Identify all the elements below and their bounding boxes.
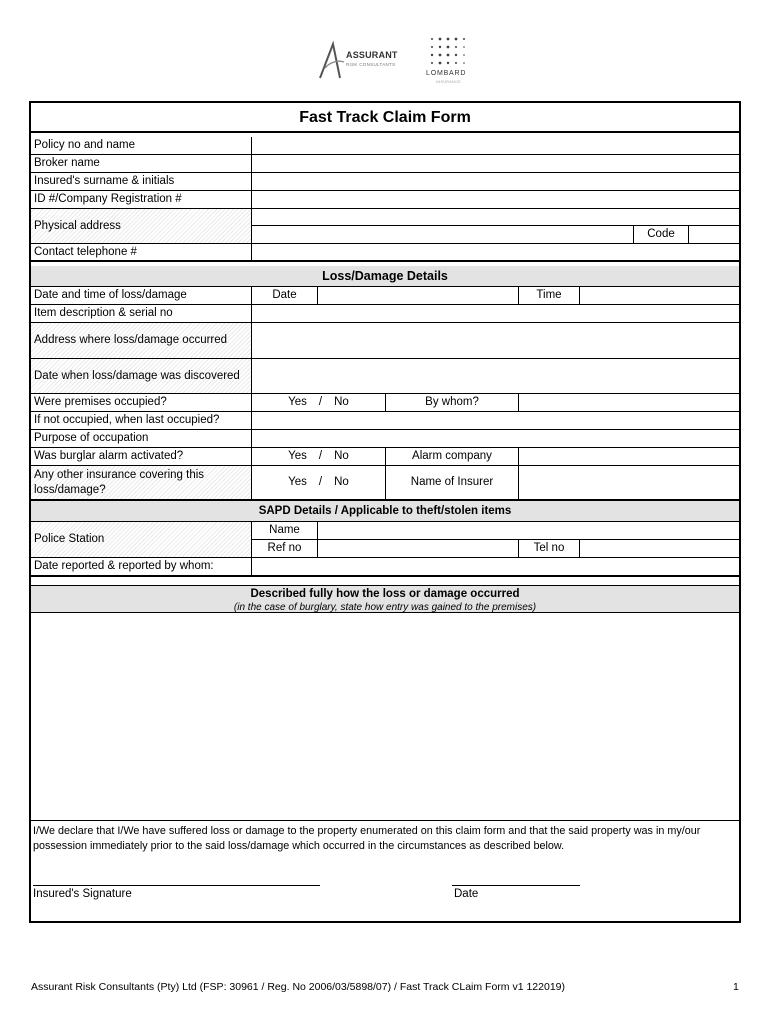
footer-text: Assurant Risk Consultants (Pty) Ltd (FSP: 30961 / Reg. No 2006/03/5898/07) / Fast Track CLaim Form v1 122019) [31,981,565,993]
discovered-label: Date when loss/damage was discovered [31,359,252,394]
id-label: ID #/Company Registration # [31,191,252,209]
assurant-tagline: RISK CONSULTANTS [346,62,396,67]
page-number: 1 [733,981,739,993]
telephone-label: Contact telephone # [31,244,252,262]
alarm-row [31,448,739,466]
reported-label: Date reported & reported by whom: [31,558,252,577]
broker-field[interactable] [252,155,739,173]
by-whom-label: By whom? [386,394,519,412]
occupied-no-option[interactable]: No [334,396,349,408]
reported-row [31,558,739,577]
alarm-label: Was burglar alarm activated? [31,448,252,466]
other-insurance-row [31,466,739,501]
lombard-dots-icon [424,36,472,68]
other-insurance-yes-option[interactable]: Yes [288,476,307,488]
loss-date-field[interactable] [318,287,519,305]
police-name-field[interactable] [318,522,739,540]
declaration-text: I/We declare that I/We have suffered loss or damage to the property enumerated on this claim form and that the said property was in my/our possession immediately prior to the said loss/damage which occurred in the circumstances as described below. [33,825,701,852]
telephone-row [31,244,739,262]
lombard-logo [424,36,472,88]
alarm-no-option[interactable]: No [334,450,349,462]
discovered-row [31,359,739,394]
other-insurance-yes-no[interactable] [252,466,386,501]
broker-row [31,155,739,173]
occupied-separator: / [318,396,323,408]
item-label: Item description & serial no [31,305,252,323]
insurer-label: Name of Insurer [386,466,519,501]
signature-label: Insured's Signature [33,888,132,900]
police-name-label: Name [252,522,318,540]
logo-area [0,36,770,88]
loss-address-field[interactable] [252,323,739,359]
other-insurance-no-option[interactable]: No [334,476,349,488]
alarm-yes-no[interactable] [252,448,386,466]
id-field[interactable] [252,191,739,209]
lombard-wordmark: LOMBARD [426,70,467,77]
address-field-line1[interactable] [252,209,739,226]
tel-field[interactable] [580,540,739,558]
code-label: Code [634,226,689,244]
loss-date-row [31,287,739,305]
insured-label: Insured's surname & initials [31,173,252,191]
assurant-mark-icon [316,38,346,84]
assurant-wordmark: ASSURANT [346,50,398,60]
loss-address-row [31,323,739,359]
policy-field[interactable] [252,137,739,155]
broker-label: Broker name [31,155,252,173]
lombard-tagline: INSURANCE [436,80,462,84]
occupied-yes-no[interactable] [252,394,386,412]
insured-row [31,173,739,191]
declaration-date-label: Date [454,888,479,900]
address-field-line2[interactable] [252,226,634,244]
title-row [31,103,739,133]
description-textarea[interactable] [31,613,739,820]
purpose-field[interactable] [252,430,739,448]
police-label: Police Station [31,522,252,558]
description-section [31,585,739,821]
purpose-row [31,430,739,448]
purpose-label: Purpose of occupation [31,430,252,448]
tel-label: Tel no [519,540,580,558]
occupied-label: Were premises occupied? [31,394,252,412]
discovered-field[interactable] [252,359,739,394]
alarm-yes-option[interactable]: Yes [288,450,307,462]
policy-label: Policy no and name [31,137,252,155]
other-insurance-label: Any other insurance covering this loss/damage? [31,466,252,501]
item-row [31,305,739,323]
claim-form [29,101,741,923]
loss-time-field[interactable] [580,287,739,305]
id-row [31,191,739,209]
occupied-row [31,394,739,412]
ref-label: Ref no [252,540,318,558]
description-subtitle: (in the case of burglary, state how entry was gained to the premises) [233,602,537,613]
description-title: Described fully how the loss or damage occurred [250,588,520,600]
last-occupied-field[interactable] [252,412,739,430]
loss-date-label: Date [252,287,318,305]
other-insurance-separator: / [318,476,323,488]
ref-field[interactable] [318,540,519,558]
alarm-separator: / [318,450,323,462]
policy-row [31,137,739,155]
loss-address-label: Address where loss/damage occurred [31,323,252,359]
insured-field[interactable] [252,173,739,191]
loss-time-label: Time [519,287,580,305]
loss-header-row [31,266,739,287]
sapd-header-row [31,501,739,522]
alarm-company-label: Alarm company [386,448,519,466]
signature-line[interactable] [33,885,320,886]
insurer-field[interactable] [519,466,739,501]
declaration-date-line[interactable] [452,885,580,886]
last-occupied-row [31,412,739,430]
address-label: Physical address [31,209,252,244]
by-whom-field[interactable] [519,394,739,412]
code-field[interactable] [689,226,739,244]
telephone-field[interactable] [252,244,739,262]
police-row [31,522,739,558]
alarm-company-field[interactable] [519,448,739,466]
last-occupied-label: If not occupied, when last occupied? [31,412,252,430]
reported-field[interactable] [252,558,739,577]
form-title: Fast Track Claim Form [31,103,739,133]
loss-section-header: Loss/Damage Details [31,266,739,287]
loss-date-time-label: Date and time of loss/damage [31,287,252,305]
assurant-logo [316,38,408,84]
occupied-yes-option[interactable]: Yes [288,396,307,408]
item-field[interactable] [252,305,739,323]
sapd-section-header: SAPD Details / Applicable to theft/stolen items [31,501,739,522]
address-row [31,209,739,244]
description-header [31,586,739,613]
